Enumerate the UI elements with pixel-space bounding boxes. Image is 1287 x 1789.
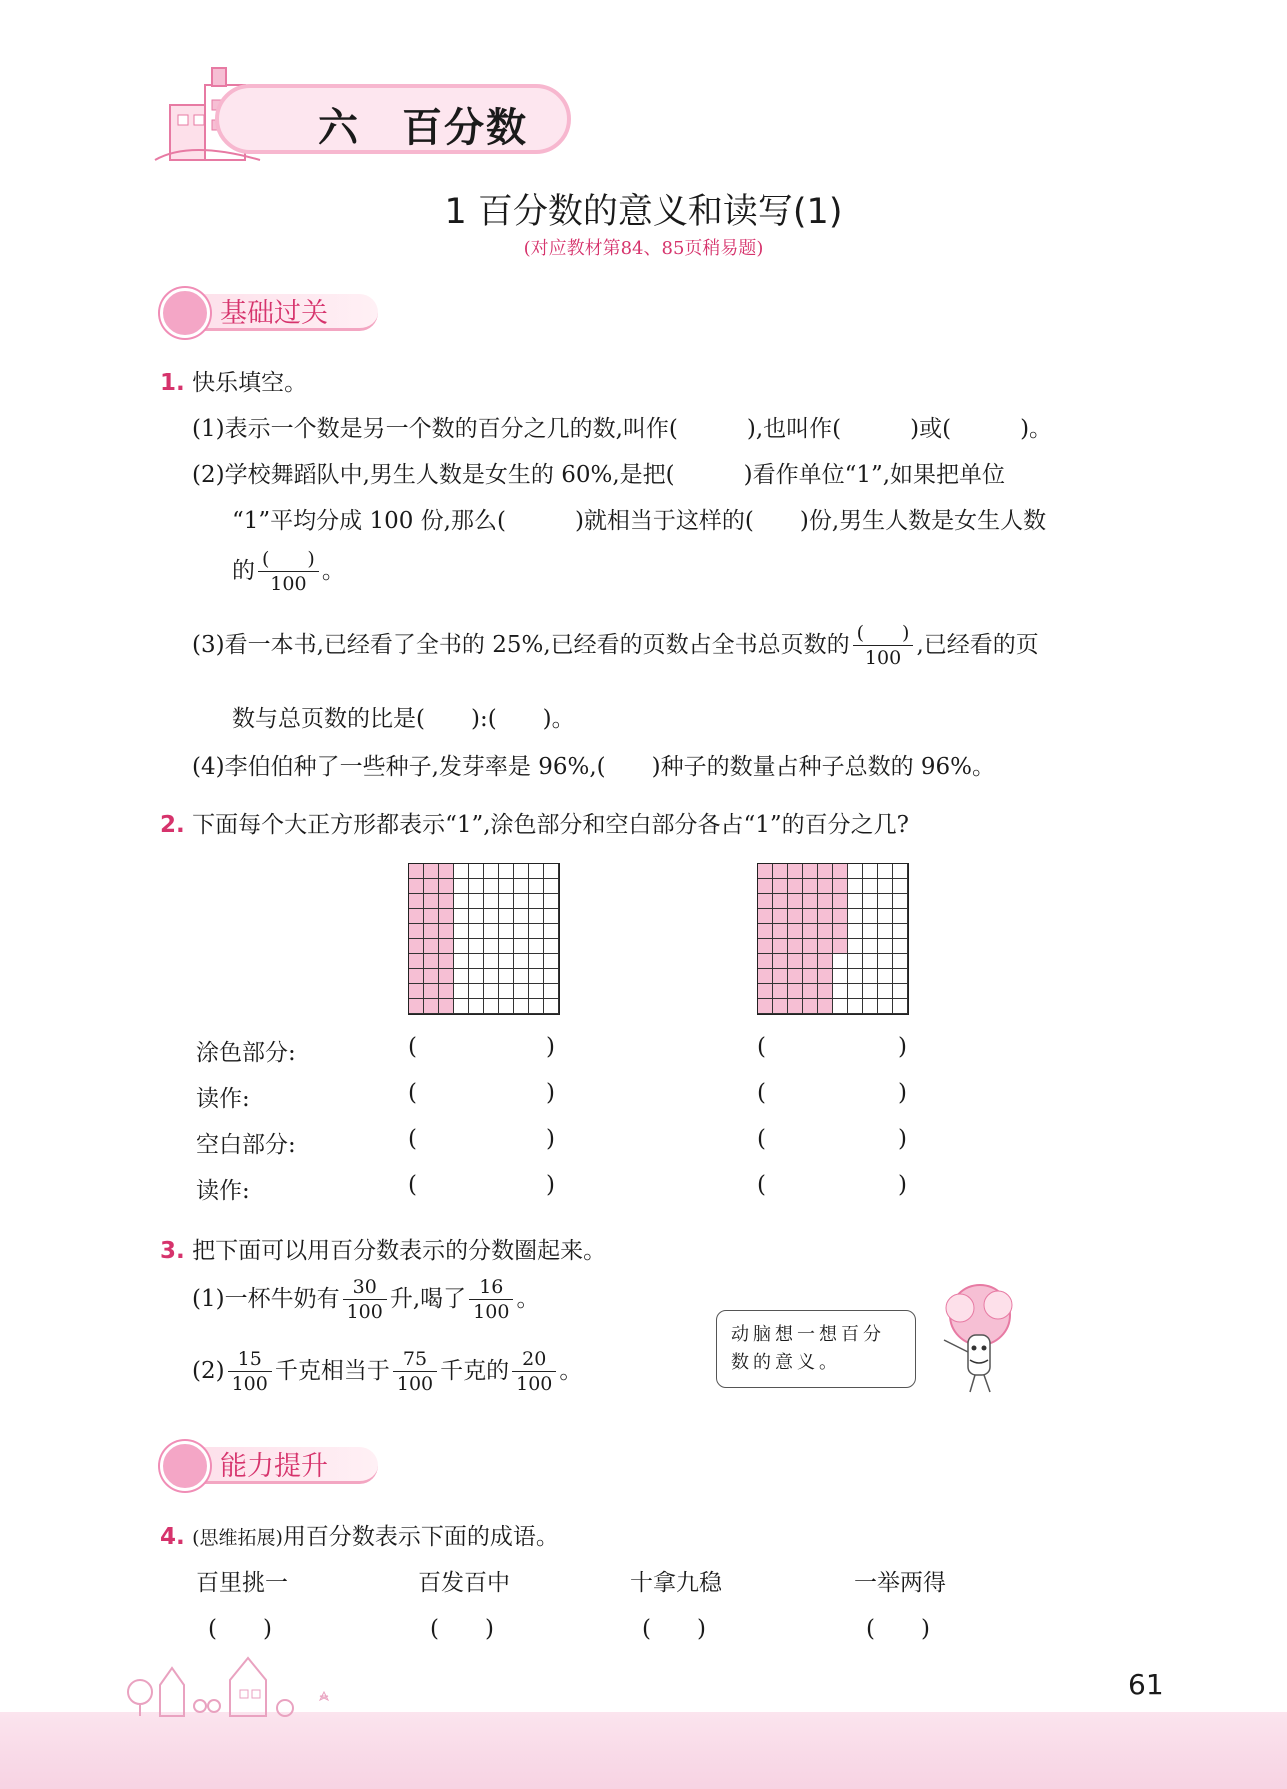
grid-cell [863,969,878,984]
q1-part2-line2: “1”平均分成 100 份,那么( )就相当于这样的( )份,男生人数是女生人数 [232,508,1047,534]
page-number: 61 [1128,1668,1164,1701]
fraction-numerator: 20 [522,1348,547,1370]
q1-part2-end: 。 [321,558,345,584]
q1-part2-line1: (2)学校舞蹈队中,男生人数是女生的 60%,是把( )看作单位“1”,如果把单位 [192,462,1006,488]
grid-cell [878,999,893,1014]
grid-cell [818,939,833,954]
grid-cell [544,879,559,894]
fraction-75-100[interactable] [393,1350,437,1394]
tip-speech-bubble: 动脑想一想百分数的意义。 [716,1310,916,1388]
grid-cell [803,894,818,909]
grid-cell [439,894,454,909]
q4-tag: (思维拓展) [192,1527,283,1549]
grid-cell [424,954,439,969]
grid-cell [469,924,484,939]
grid-cell [863,939,878,954]
grid-cell [529,999,544,1014]
grid-cell [514,954,529,969]
grid-cell [529,939,544,954]
grid-cell [803,909,818,924]
q3-text: 。 [516,1286,540,1312]
grid-cell [893,954,908,969]
grid-cell [878,864,893,879]
chapter-title: 六 百分数 [318,105,528,151]
fraction-denominator: 100 [258,571,319,594]
grid-cell [484,939,499,954]
grid-cell [803,924,818,939]
answer-blank-open[interactable]: ( [408,1126,417,1152]
grid-cell [409,864,424,879]
fraction-30-100[interactable] [343,1278,387,1322]
answer-blank-close[interactable]: ) [546,1034,555,1060]
q4-number: 4. [160,1524,185,1550]
grid-cell [514,894,529,909]
grid-cell [439,999,454,1014]
grid-cell [454,954,469,969]
grid-cell [499,894,514,909]
fraction-16-100[interactable] [469,1278,513,1322]
answer-blank-close[interactable]: ) [898,1034,907,1060]
answer-blank-close[interactable]: ) [546,1126,555,1152]
grid-cell [439,954,454,969]
idiom-text: 百发百中 [418,1570,510,1596]
grid-cell [833,969,848,984]
grid-cell [514,864,529,879]
grid-cell [424,984,439,999]
grid-cell [833,879,848,894]
grid-cell [863,984,878,999]
fraction-numerator: 16 [479,1276,504,1298]
grid-cell [773,864,788,879]
grid-cell [863,909,878,924]
grid-cell [773,909,788,924]
fraction-numerator: 15 [237,1348,262,1370]
grid-cell [818,894,833,909]
footer-town-illustration [120,1640,380,1720]
grid-cell [848,939,863,954]
grid-cell [529,969,544,984]
grid-cell [878,879,893,894]
grid-cell [893,969,908,984]
grid-cell [424,909,439,924]
idiom-text: 一举两得 [854,1570,946,1596]
grid-cell [544,984,559,999]
answer-blank-close[interactable]: ) [898,1080,907,1106]
grid-cell [893,894,908,909]
grid-cell [484,969,499,984]
grid-cell [893,999,908,1014]
q2-title: 下面每个大正方形都表示“1”,涂色部分和空白部分各占“1”的百分之几? [192,812,910,838]
idiom-answer-blank[interactable]: ( ) [208,1616,272,1642]
grid-cell [848,909,863,924]
grid-cell [409,954,424,969]
q1-part3-line2: 数与总页数的比是( ):( )。 [232,706,575,732]
q1-part4: (4)李伯伯种了一些种子,发芽率是 96%,( )种子的数量占种子总数的 96%。 [192,754,996,780]
grid-cell [544,969,559,984]
grid-cell [529,984,544,999]
grid-cell [833,954,848,969]
mascot-badge-icon [160,1441,210,1491]
grid-cell [484,924,499,939]
q2-heading [160,806,909,839]
grid-cell [514,879,529,894]
answer-blank-open[interactable]: ( [408,1080,417,1106]
fraction-15-100[interactable] [228,1350,272,1394]
grid-cell [803,939,818,954]
q4-title: 用百分数表示下面的成语。 [282,1524,559,1550]
grid-cell [818,954,833,969]
grid-cell [514,984,529,999]
grid-cell [469,954,484,969]
grid-cell [514,924,529,939]
grid-cell [893,984,908,999]
grid-cell [848,969,863,984]
grid-cell [439,984,454,999]
grid-cell [803,954,818,969]
answer-blank-open[interactable]: ( [757,1172,766,1198]
fraction-numerator: 75 [402,1348,428,1370]
grid-cell [818,909,833,924]
grid-cell [469,939,484,954]
section-basic [160,288,380,332]
grid-cell [409,894,424,909]
grid-cell [454,909,469,924]
grid-cell [499,879,514,894]
q1-part3-fraction [853,624,914,668]
grid-cell [863,894,878,909]
grid-cell [788,954,803,969]
grid-cell [469,969,484,984]
grid-cell [409,879,424,894]
grid-cell [499,924,514,939]
grid-cell [848,984,863,999]
lesson-subtitle: (对应教材第84、85页稍易题) [523,238,764,259]
grid-cell [773,924,788,939]
grid-cell [863,879,878,894]
grid-cell [788,879,803,894]
grid-cell [788,939,803,954]
grid-cell [529,924,544,939]
grid-cell [818,969,833,984]
lesson-title: 1 百分数的意义和读写(1) [444,192,843,232]
grid-cell [758,909,773,924]
grid-cell [439,969,454,984]
grid-cell [818,879,833,894]
grid-cell [833,894,848,909]
grid-cell [529,879,544,894]
grid-cell [863,999,878,1014]
hundred-grid-2 [757,863,909,1015]
grid-cell [544,999,559,1014]
grid-cell [499,909,514,924]
grid-cell [893,909,908,924]
grid-cell [454,879,469,894]
q3-part1 [192,1278,539,1322]
q3-text: 千克相当于 [274,1358,390,1384]
grid-cell [544,894,559,909]
q1-number: 1. [160,370,185,396]
grid-cell [409,909,424,924]
q2-row-label: 空白部分: [196,1132,296,1158]
q1-part2-text: 的 [232,558,255,584]
grid-cell [863,954,878,969]
grid-cell [484,984,499,999]
grid-cell [803,984,818,999]
grid-cell [878,954,893,969]
grid-cell [848,894,863,909]
q1-title: 快乐填空。 [192,370,308,396]
grid-cell [788,894,803,909]
grid-cell [499,939,514,954]
grid-cell [893,879,908,894]
grid-cell [454,969,469,984]
grid-cell [514,999,529,1014]
grid-cell [469,894,484,909]
idiom-answer-blank[interactable]: ( ) [430,1616,494,1642]
grid-cell [424,864,439,879]
grid-cell [893,924,908,939]
grid-cell [818,999,833,1014]
q3-text: (1)一杯牛奶有 [192,1286,340,1312]
answer-blank-close[interactable]: ) [898,1126,907,1152]
grid-cell [439,939,454,954]
fraction-numerator: ( ) [856,622,910,644]
grid-cell [803,969,818,984]
grid-cell [439,909,454,924]
grid-cell [409,999,424,1014]
grid-cell [803,879,818,894]
section-advanced [160,1441,380,1485]
grid-cell [803,864,818,879]
grid-cell [863,864,878,879]
answer-blank-open[interactable]: ( [757,1080,766,1106]
grid-cell [758,954,773,969]
grid-cell [454,864,469,879]
thinking-tree-mascot-icon [930,1280,1020,1400]
grid-cell [469,984,484,999]
q3-heading [160,1232,606,1265]
q4-heading [160,1518,559,1551]
grid-cell [788,984,803,999]
grid-cell [773,894,788,909]
grid-cell [454,939,469,954]
section-basic-label: 基础过关 [220,298,328,329]
q1-part1: (1)表示一个数是另一个数的百分之几的数,叫作( ),也叫作( )或( )。 [192,416,1053,442]
answer-blank-close[interactable]: ) [898,1172,907,1198]
grid-cell [484,879,499,894]
q2-row-label: 涂色部分: [196,1040,296,1066]
grid-cell [818,864,833,879]
footer-band [0,1712,1287,1789]
grid-cell [469,999,484,1014]
grid-cell [499,999,514,1014]
grid-cell [529,954,544,969]
answer-blank-open[interactable]: ( [408,1034,417,1060]
grid-cell [499,954,514,969]
grid-cell [409,969,424,984]
grid-cell [484,894,499,909]
grid-cell [773,939,788,954]
grid-cell [409,939,424,954]
fraction-denominator: 100 [853,645,914,668]
answer-blank-open[interactable]: ( [757,1034,766,1060]
grid-cell [878,984,893,999]
grid-cell [833,939,848,954]
grid-cell [818,984,833,999]
answer-blank-close[interactable]: ) [546,1172,555,1198]
grid-cell [454,924,469,939]
grid-cell [424,879,439,894]
q3-text: 升,喝了 [389,1286,467,1312]
idiom-text: 百里挑一 [196,1570,288,1596]
grid-cell [499,969,514,984]
q3-number: 3. [160,1238,185,1264]
grid-cell [848,999,863,1014]
grid-cell [544,924,559,939]
grid-cell [544,864,559,879]
grid-cell [758,969,773,984]
grid-cell [484,999,499,1014]
fraction-denominator: 100 [393,1371,437,1394]
grid-cell [529,894,544,909]
grid-cell [758,924,773,939]
grid-cell [514,939,529,954]
q3-text: 千克的 [440,1358,510,1384]
fraction-denominator: 100 [228,1371,272,1394]
q2-number: 2. [160,812,185,838]
q1-part3-text: (3)看一本书,已经看了全书的 25%,已经看的页数占全书总页数的 [192,632,850,658]
grid-cell [788,864,803,879]
grid-cell [878,924,893,939]
fraction-denominator: 100 [343,1299,387,1322]
grid-cell [424,969,439,984]
q1-part3-end: ,已经看的页 [916,632,1039,658]
mascot-badge-icon [160,288,210,338]
grid-cell [439,924,454,939]
q2-row-label: 读作: [196,1178,250,1204]
q3-part2 [192,1350,582,1394]
fraction-denominator: 100 [469,1299,513,1322]
grid-cell [878,939,893,954]
answer-blank-open[interactable]: ( [757,1126,766,1152]
grid-cell [773,954,788,969]
grid-cell [788,999,803,1014]
q1-heading [160,364,307,397]
grid-cell [758,894,773,909]
section-advanced-label: 能力提升 [220,1451,328,1482]
idiom-text: 十拿九稳 [630,1570,722,1596]
grid-cell [848,954,863,969]
grid-cell [454,999,469,1014]
grid-cell [409,984,424,999]
grid-cell [773,969,788,984]
hundred-grid-1 [408,863,560,1015]
grid-cell [893,864,908,879]
grid-cell [878,909,893,924]
grid-cell [788,924,803,939]
grid-cell [469,879,484,894]
grid-cell [833,984,848,999]
answer-blank-close[interactable]: ) [546,1080,555,1106]
grid-cell [758,864,773,879]
grid-cell [758,984,773,999]
grid-cell [454,894,469,909]
grid-cell [803,999,818,1014]
grid-cell [439,879,454,894]
fraction-denominator: 100 [512,1371,556,1394]
grid-cell [773,984,788,999]
grid-cell [529,864,544,879]
idiom-answer-blank[interactable]: ( ) [642,1616,706,1642]
q1-part2-fraction [258,550,319,594]
grid-cell [818,924,833,939]
grid-cell [469,909,484,924]
q3-text: 。 [559,1358,583,1384]
grid-cell [773,879,788,894]
fraction-numerator: 30 [352,1276,377,1298]
grid-cell [758,939,773,954]
grid-cell [484,864,499,879]
grid-cell [544,909,559,924]
fraction-20-100[interactable] [512,1350,556,1394]
q3-title: 把下面可以用百分数表示的分数圈起来。 [192,1238,607,1264]
grid-cell [788,909,803,924]
q1-part3-line1 [192,624,1039,668]
grid-cell [439,864,454,879]
grid-cell [469,864,484,879]
grid-cell [848,864,863,879]
answer-blank-open[interactable]: ( [408,1172,417,1198]
grid-cell [424,999,439,1014]
grid-cell [499,984,514,999]
grid-cell [424,939,439,954]
grid-cell [544,954,559,969]
grid-cell [424,894,439,909]
grid-cell [529,909,544,924]
grid-cell [833,909,848,924]
grid-cell [514,969,529,984]
idiom-answer-blank[interactable]: ( ) [866,1616,930,1642]
grid-cell [893,939,908,954]
grid-cell [424,924,439,939]
grid-cell [878,894,893,909]
grid-cell [499,864,514,879]
grid-cell [863,924,878,939]
grid-cell [484,954,499,969]
grid-cell [878,969,893,984]
grid-cell [544,939,559,954]
grid-cell [788,969,803,984]
grid-cell [484,909,499,924]
q1-part2-line3 [232,550,345,594]
q2-row-label: 读作: [196,1086,250,1112]
grid-cell [454,984,469,999]
grid-cell [833,924,848,939]
fraction-numerator: ( ) [262,548,315,570]
grid-cell [833,864,848,879]
grid-cell [514,909,529,924]
grid-cell [758,879,773,894]
grid-cell [833,999,848,1014]
grid-cell [409,924,424,939]
grid-cell [848,879,863,894]
grid-cell [758,999,773,1014]
grid-cell [773,999,788,1014]
q3-text: (2) [192,1358,225,1384]
grid-cell [848,924,863,939]
